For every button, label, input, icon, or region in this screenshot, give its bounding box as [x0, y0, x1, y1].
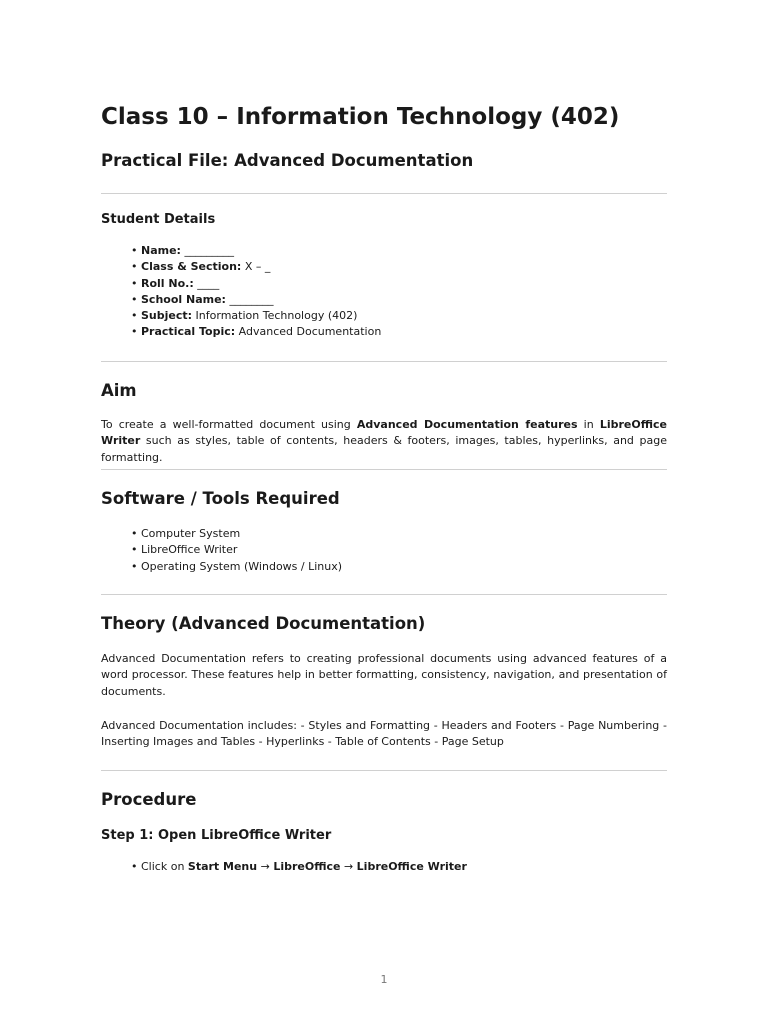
aim-heading: Aim	[101, 381, 137, 400]
student-detail-subject: • Subject: Information Technology (402)	[131, 308, 381, 324]
step1-list	[131, 859, 467, 875]
divider	[101, 469, 667, 470]
software-heading: Software / Tools Required	[101, 489, 340, 508]
divider	[101, 594, 667, 595]
theory-paragraph-1: Advanced Documentation refers to creating professional documents using advanced features of a word processor. These features help in better formatting, consistency, navigation, and presentation of documents.	[101, 652, 667, 698]
software-item: • Operating System (Windows / Linux)	[131, 559, 342, 575]
divider	[101, 361, 667, 362]
software-item: • LibreOffice Writer	[131, 542, 342, 558]
student-details-list	[131, 243, 381, 341]
page-number: 1	[380, 973, 388, 986]
theory-heading: Theory (Advanced Documentation)	[101, 614, 426, 633]
student-detail-school-name: • School Name: ________	[131, 292, 381, 308]
aim-paragraph: To create a well-formatted document using Advanced Documentation features in LibreOffice Writer such as styles, table of contents, headers & footers, images, tables, hyperlinks, and page formatting.	[101, 418, 667, 464]
divider	[101, 193, 667, 194]
step1-item: • Click on Start Menu → LibreOffice → LibreOffice Writer	[131, 859, 467, 875]
procedure-heading: Procedure	[101, 790, 197, 809]
document-title: Class 10 – Information Technology (402)	[101, 104, 620, 130]
document-subtitle: Practical File: Advanced Documentation	[101, 151, 474, 170]
student-detail-roll-no: • Roll No.: ____	[131, 276, 381, 292]
student-detail-class-section: • Class & Section: X – _	[131, 259, 381, 275]
student-detail-practical-topic: • Practical Topic: Advanced Documentation	[131, 324, 381, 340]
software-list	[131, 526, 342, 575]
step1-heading: Step 1: Open LibreOffice Writer	[101, 828, 332, 843]
software-item: • Computer System	[131, 526, 342, 542]
theory-paragraph-2: Advanced Documentation includes: - Styles and Formatting - Headers and Footers - Page Numbering - Inserting Images and Tables - Hyperlinks - Table of Contents - Page Setup	[101, 719, 667, 749]
student-detail-name: • Name: _________	[131, 243, 381, 259]
divider	[101, 770, 667, 771]
student-details-heading: Student Details	[101, 212, 216, 227]
